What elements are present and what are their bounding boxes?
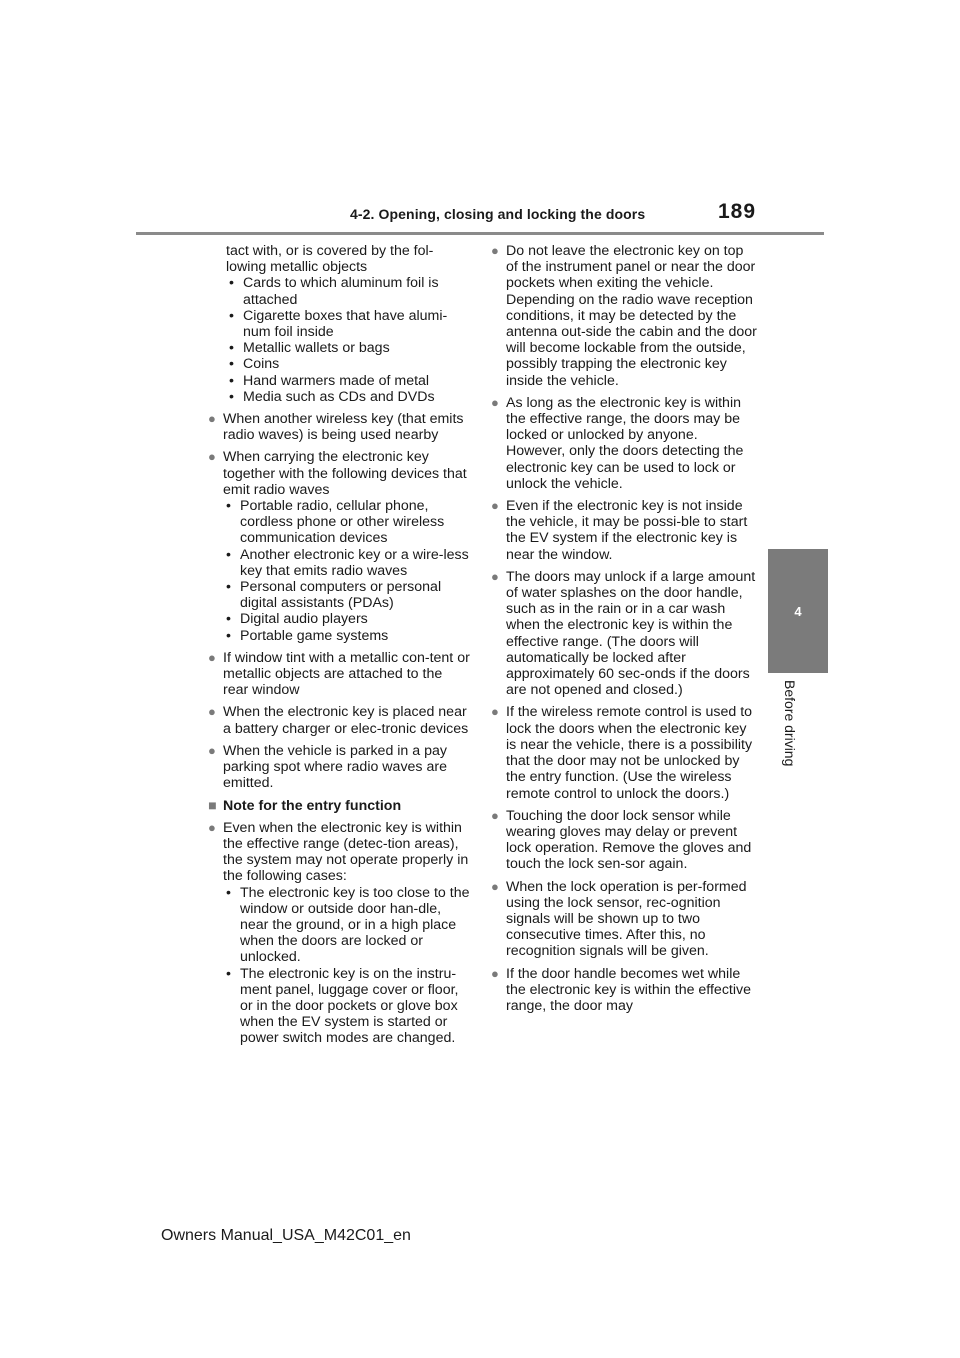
sub-list-text: Portable radio, cellular phone, cordless phone or other wireless communication devices xyxy=(240,498,445,547)
bullet-text: Do not leave the electronic key on top of the instrument panel or near the door pockets when exiting the vehicle. Depending on the radio wave reception conditions, it may be detected by the antenna out-side the cabin and the door will become lockable from the outside, possibly trapping the electronic key inside the vehicle. xyxy=(506,243,757,389)
sub-list-item xyxy=(226,373,470,389)
bullet-icon: ● xyxy=(208,649,216,665)
sub-list-item xyxy=(223,547,470,579)
sub-bullet-icon: • xyxy=(229,307,234,324)
sub-list-item xyxy=(223,966,470,1047)
bullet-item xyxy=(208,704,470,736)
sub-bullet-icon: • xyxy=(226,546,231,563)
sub-bullet-icon: • xyxy=(229,275,234,292)
bullet-item xyxy=(491,395,757,492)
footer-document-id: Owners Manual_USA_M42C01_en xyxy=(161,1227,411,1244)
bullet-text: If the door handle becomes wet while the electronic key is within the effective range, the door may xyxy=(506,965,751,1014)
sub-list-item xyxy=(226,389,470,405)
section-heading-text: Note for the entry function xyxy=(223,797,402,814)
sub-bullet-icon: • xyxy=(226,884,231,901)
sub-list-text: Cigarette boxes that have alumi-num foil inside xyxy=(243,307,448,341)
sub-list-item xyxy=(223,628,470,644)
bullet-icon: ● xyxy=(208,742,216,758)
bullet-item xyxy=(208,743,470,792)
sub-bullet-icon: • xyxy=(229,388,234,405)
chapter-label: Before driving xyxy=(782,680,798,767)
chapter-tab[interactable] xyxy=(768,549,828,673)
page-number: 189 xyxy=(718,200,757,223)
sub-bullet-icon: • xyxy=(226,498,231,515)
sub-list-text: Another electronic key or a wire-less key that emits radio waves xyxy=(240,546,469,579)
bullet-icon: ● xyxy=(491,807,499,823)
sub-list-item xyxy=(223,579,470,611)
bullet-item xyxy=(208,820,470,1047)
bullet-icon: ● xyxy=(491,394,499,410)
sub-bullet-icon: • xyxy=(226,965,231,982)
sub-list-text: The electronic key is too close to the window or outside door han-dle, near the ground, or in a high place when the doors are locked or unlocked. xyxy=(240,884,470,966)
bullet-text: When the vehicle is parked in a pay parking spot where radio waves are emitted. xyxy=(223,742,447,792)
bullet-text: When another wireless key (that emits radio waves) is being used nearby xyxy=(223,411,464,444)
bullet-icon: ● xyxy=(491,568,499,584)
bullet-text: Touching the door lock sensor while wearing gloves may delay or prevent lock operation. Remove the gloves and touch the lock sen-sor again. xyxy=(506,807,752,873)
bullet-item xyxy=(491,569,757,699)
bullet-icon: ● xyxy=(491,243,499,258)
sub-list-text: Personal computers or personal digital assistants (PDAs) xyxy=(240,579,442,612)
bullet-text: When the lock operation is per-formed using the lock sensor, rec-ognition signals will be shown up to two consecutive times. After this, no recognition signals will be given. xyxy=(506,878,747,960)
bullet-item xyxy=(491,498,757,563)
bullet-item xyxy=(491,966,757,1015)
sub-list xyxy=(223,885,470,1047)
bullet-text: As long as the electronic key is within the effective range, the doors may be locked or unlocked by anyone. However, only the doors detecting the electronic key can be used to lock or unlock the vehicle. xyxy=(506,394,744,492)
continued-text: tact with, or is covered by the fol-lowing metallic objects xyxy=(226,243,434,276)
section-title: 4-2. Opening, closing and locking the doors xyxy=(350,206,646,222)
sub-bullet-icon: • xyxy=(229,372,234,389)
sub-list-item xyxy=(226,340,470,356)
sub-bullet-icon: • xyxy=(229,356,234,373)
sub-list-item xyxy=(226,308,470,340)
bullet-icon: ● xyxy=(491,704,499,720)
sub-list-text: Hand warmers made of metal xyxy=(243,372,430,389)
sub-list-text: Coins xyxy=(243,356,280,373)
bullet-text: If the wireless remote control is used to lock the doors when the electronic key is near the vehicle, there is a possibility that the door may not be unlocked by the entry function. (Use the wireless remote control to unlock the doors.) xyxy=(506,704,753,802)
bullet-icon: ● xyxy=(208,411,216,427)
bullet-text: If window tint with a metallic con-tent or metallic objects are attached to the rear window xyxy=(223,649,470,699)
bullet-icon: ● xyxy=(208,704,216,720)
bullet-item xyxy=(491,808,757,873)
sub-list-text: Digital audio players xyxy=(240,611,368,628)
section-square-icon: ■ xyxy=(208,797,217,814)
bullet-icon: ● xyxy=(491,498,499,514)
sub-list-text: Metallic wallets or bags xyxy=(243,340,390,357)
bullet-item xyxy=(208,411,470,443)
bullet-item xyxy=(208,650,470,699)
sub-list-text: Media such as CDs and DVDs xyxy=(243,388,435,405)
sub-bullet-icon: • xyxy=(226,611,231,628)
sub-bullet-icon: • xyxy=(226,579,231,596)
sub-list xyxy=(223,498,470,644)
sub-list-item xyxy=(223,498,470,547)
section-heading xyxy=(208,798,470,814)
sub-list-item xyxy=(226,356,470,372)
sub-list-text: The electronic key is on the instru-ment panel, luggage cover or floor, or in the door pockets or glove box when the EV system is started or power switch modes are changed. xyxy=(240,965,459,1047)
sub-list xyxy=(226,275,470,405)
header-divider xyxy=(136,232,824,235)
bullet-icon: ● xyxy=(208,449,216,465)
sub-list-text: Cards to which aluminum foil is attached xyxy=(243,275,439,308)
sub-list-item xyxy=(223,885,470,966)
bullet-icon: ● xyxy=(491,965,499,981)
bullet-icon: ● xyxy=(491,878,499,894)
continued-item xyxy=(208,243,470,405)
bullet-item xyxy=(491,704,757,801)
bullet-text: When the electronic key is placed near a battery charger or elec-tronic devices xyxy=(223,704,469,737)
bullet-text: Even if the electronic key is not inside the vehicle, it may be possi-ble to start the EV system if the electronic key is near the window. xyxy=(506,498,748,563)
bullet-item xyxy=(491,879,757,960)
bullet-text: Even when the electronic key is within the effective range (detec-tion areas), the system may not operate properly in the following cases: xyxy=(223,819,469,885)
bullet-text: When carrying the electronic key together with the following devices that emit radio waves xyxy=(223,449,467,498)
bullet-item xyxy=(491,243,757,389)
bullet-item xyxy=(208,449,470,643)
sub-bullet-icon: • xyxy=(226,627,231,644)
sub-bullet-icon: • xyxy=(229,340,234,357)
sub-list-item xyxy=(223,611,470,627)
chapter-number: 4 xyxy=(794,603,802,619)
sub-list-text: Portable game systems xyxy=(240,627,389,644)
sub-list-item xyxy=(226,275,470,307)
bullet-icon: ● xyxy=(208,819,216,835)
bullet-text: The doors may unlock if a large amount of water splashes on the door handle, such as in the rain or in a car wash when the electronic key is within the effective range. (The doors will automatically be locked after approximately 60 sec-onds if the doors are not opened and closed.) xyxy=(506,568,756,699)
left-column xyxy=(208,243,470,1053)
right-column xyxy=(491,243,757,1020)
